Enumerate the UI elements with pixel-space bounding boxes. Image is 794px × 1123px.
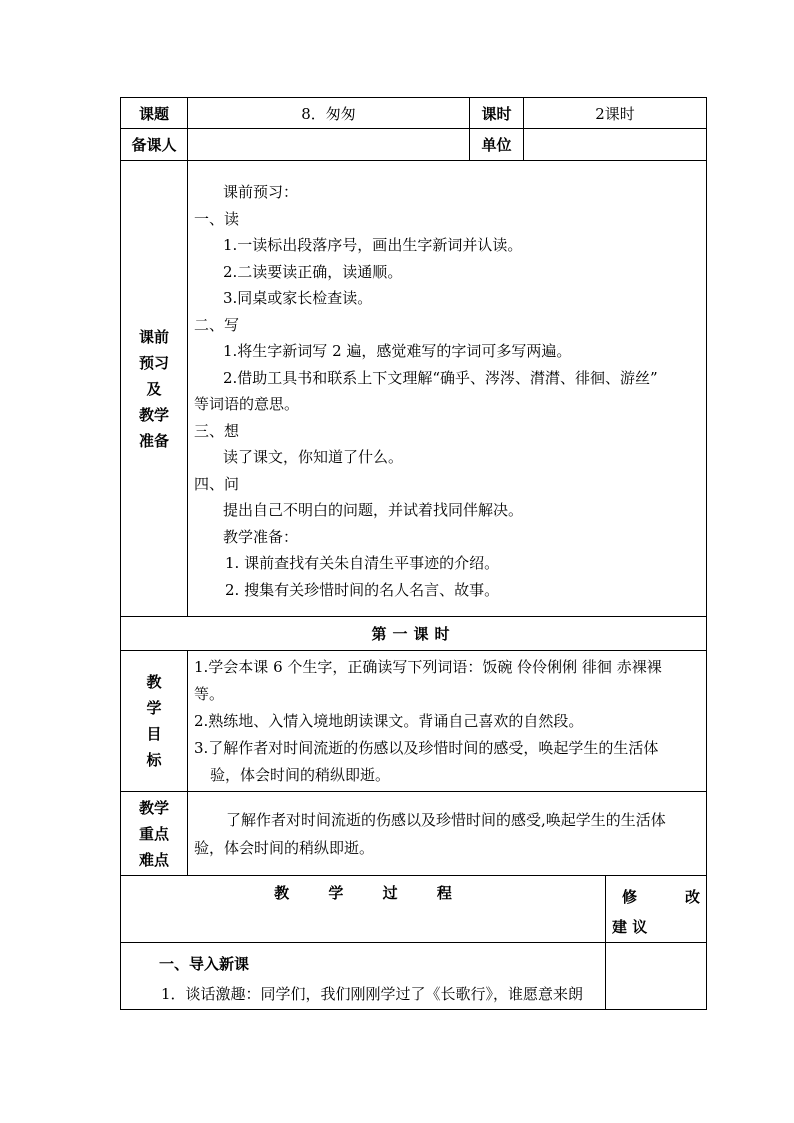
think-item: 读了课文，你知道了什么。 [223,448,404,466]
keypoints-label-line: 教学 [138,798,169,817]
section-ask-heading: 四、问 [194,474,240,493]
process-header-row [121,876,707,943]
revision-char: 改 [685,888,701,906]
teaching-prep-item: 2. 搜集有关珍惜时间的名人名言、故事。 [225,580,500,599]
section-think-heading: 三、想 [194,421,240,440]
goal-item: 2.熟练地、入情入境地朗读课文。背诵自己喜欢的自然段。 [194,711,584,730]
goal-item-cont: 等。 [194,684,225,703]
goal-item: 3.了解作者对时间流逝的伤感以及珍惜时间的感受，唤起学生的生活体 [194,738,659,757]
process-title-char: 学 [328,884,344,902]
teaching-prep-item: 1. 课前查找有关朱自清生平事迹的介绍。 [225,554,500,572]
preview-label-line: 预习 [138,353,169,372]
preview-label [121,161,188,617]
read-item: 3.同桌或家长检查读。 [223,289,373,307]
lesson-plan-table [120,97,707,1010]
process-heading: 一、导入新课 [159,955,250,973]
process-body [121,943,606,1010]
process-title [121,876,606,943]
preview-intro: 课前预习： [223,183,299,201]
goals-label-line: 目 [146,725,162,743]
keypoints-label [121,792,188,876]
preview-label-line: 教学 [138,405,169,424]
lesson-plan [120,97,706,1010]
process-title-char: 过 [382,884,398,902]
read-item: 2.二读要读正确，读通顺。 [223,262,403,281]
goals-label-line: 标 [146,751,162,769]
topic-label: 课题 [121,98,188,129]
write-item: 1.将生字新词写 2 遍，感觉难写的字词可多写两遍。 [223,342,572,360]
process-title-char: 程 [436,884,452,902]
goals-label [121,651,188,792]
unit-value [524,129,707,161]
revision-cell [606,943,707,1010]
revision-label-bottom: 建 议 [612,918,648,936]
preparer-value [188,129,470,161]
topic-value: 8．匆匆 [188,98,470,129]
lesson1-title: 第一课时 [121,617,707,651]
keypoints-line: 了解作者对时间流逝的伤感以及珍惜时间的感受,唤起学生的生活体 [226,810,666,829]
process-item: 1．谈话激趣：同学们，我们刚刚学过了《长歌行》，谁愿意来朗 [161,985,584,1003]
keypoints-line: 验，体会时间的稍纵即逝。 [194,838,375,857]
preview-label-line: 准备 [138,431,169,450]
section-read-heading: 一、读 [194,209,240,228]
keypoints-label-line: 重点 [138,824,169,843]
topic-row [121,98,707,129]
read-item: 1.一读标出段落序号，画出生字新词并认读。 [223,236,523,254]
goal-item-cont: 验，体会时间的稍纵即逝。 [210,765,391,784]
section-write-heading: 二、写 [194,315,240,334]
goals-content [188,651,707,792]
preview-content [188,161,707,617]
ask-item: 提出自己不明白的问题，并试着找同伴解决。 [223,501,524,519]
lesson1-row [121,617,707,651]
unit-label: 单位 [470,129,524,161]
hours-value: 2课时 [524,98,707,129]
keypoints-label-line: 难点 [138,850,169,869]
keypoints-content [188,792,707,876]
preparer-row [121,129,707,161]
process-body-row [121,943,707,1010]
preview-row [121,161,707,617]
hours-label: 课时 [470,98,524,129]
preview-label-line: 及 [146,379,162,398]
goals-label-line: 学 [146,699,162,717]
process-title-char: 教 [274,884,290,902]
goals-row [121,651,707,792]
revision-char: 修 [622,888,638,906]
goal-item: 1.学会本课 6 个生字，正确读写下列词语：饭碗 伶伶俐俐 徘徊 赤裸裸 [194,657,662,676]
preview-label-line: 课前 [138,327,169,346]
revision-label-top [612,882,700,912]
write-item-cont: 等词语的意思。 [194,395,300,413]
revision-suggestion-label [606,876,707,943]
goals-label-line: 教 [146,673,162,691]
keypoints-row [121,792,707,876]
teaching-prep-label: 教学准备： [223,527,299,546]
preparer-label: 备课人 [121,129,188,161]
write-item: 2.借助工具书和联系上下文理解“确乎、涔涔、潸潸、徘徊、游丝” [223,368,658,387]
